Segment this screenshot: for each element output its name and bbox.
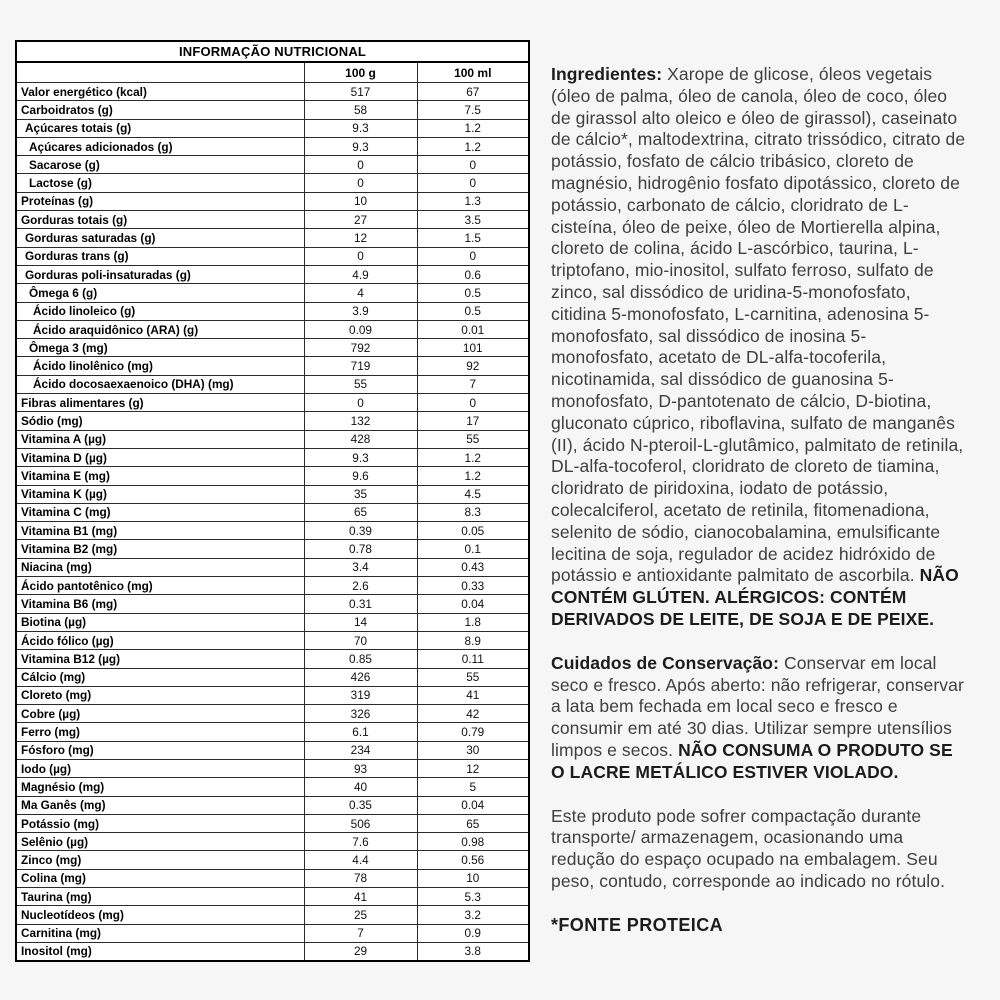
table-row [16, 156, 529, 174]
row-label: Magnésio (mg) [16, 778, 304, 796]
table-row [16, 668, 529, 686]
value-100g: 132 [304, 412, 417, 430]
value-100g: 55 [304, 375, 417, 393]
value-100ml: 0.1 [417, 540, 529, 558]
value-100ml: 1.2 [417, 448, 529, 466]
protein-source-footnote: *FONTE PROTEICA [551, 914, 724, 935]
value-100g: 78 [304, 869, 417, 887]
table-row [16, 448, 529, 466]
value-100ml: 1.8 [417, 613, 529, 631]
value-100g: 40 [304, 778, 417, 796]
row-label: Ma Ganês (mg) [16, 796, 304, 814]
value-100g: 7 [304, 924, 417, 942]
value-100ml: 4.5 [417, 485, 529, 503]
value-100ml: 7.5 [417, 101, 529, 119]
value-100ml: 0 [417, 394, 529, 412]
table-row [16, 174, 529, 192]
value-100g: 517 [304, 83, 417, 101]
row-label: Proteínas (g) [16, 192, 304, 210]
row-label: Vitamina B6 (mg) [16, 595, 304, 613]
value-100ml: 65 [417, 814, 529, 832]
value-100ml: 42 [417, 705, 529, 723]
value-100g: 319 [304, 686, 417, 704]
row-label: Vitamina B2 (mg) [16, 540, 304, 558]
table-row [16, 595, 529, 613]
row-label: Fósforo (mg) [16, 741, 304, 759]
table-row [16, 375, 529, 393]
row-label: Cobre (µg) [16, 705, 304, 723]
value-100ml: 41 [417, 686, 529, 704]
row-label: Vitamina C (mg) [16, 503, 304, 521]
value-100ml: 0.79 [417, 723, 529, 741]
row-label: Carnitina (mg) [16, 924, 304, 942]
value-100g: 7.6 [304, 833, 417, 851]
row-label: Sacarose (g) [16, 156, 304, 174]
value-100ml: 30 [417, 741, 529, 759]
table-row [16, 906, 529, 924]
care-paragraph [551, 653, 966, 784]
table-row [16, 192, 529, 210]
table-row [16, 869, 529, 887]
value-100ml: 55 [417, 430, 529, 448]
value-100g: 0.31 [304, 595, 417, 613]
value-100g: 0 [304, 394, 417, 412]
value-100ml: 3.5 [417, 211, 529, 229]
row-label: Selênio (µg) [16, 833, 304, 851]
table-row [16, 650, 529, 668]
row-label: Fibras alimentares (g) [16, 394, 304, 412]
row-label: Ômega 6 (g) [16, 284, 304, 302]
row-label: Biotina (µg) [16, 613, 304, 631]
value-100ml: 55 [417, 668, 529, 686]
value-100ml: 12 [417, 759, 529, 777]
row-label: Vitamina B12 (µg) [16, 650, 304, 668]
col-header-100ml: 100 ml [417, 62, 529, 83]
row-label: Cálcio (mg) [16, 668, 304, 686]
value-100g: 9.3 [304, 137, 417, 155]
table-row [16, 412, 529, 430]
table-row [16, 888, 529, 906]
nutrition-table [15, 40, 530, 962]
table-row [16, 320, 529, 338]
value-100g: 9.3 [304, 448, 417, 466]
value-100ml: 3.8 [417, 942, 529, 960]
row-label: Vitamina K (µg) [16, 485, 304, 503]
value-100ml: 0.01 [417, 320, 529, 338]
ingredients-text: Xarope de glicose, óleos vegetais (óleo de palma, óleo de canola, óleo de coco, óleo de girassol alto oleico e óleo de girassol), caseinato de cálcio*, maltodextrina, citrato trissódico, citrato de potássio, fosfato de cálcio tribásico, cloreto de magnésio, hidrogênio fosfato dipotássico, cloreto de potássio, carbonato de cálcio, cloridrato de L-cisteína, óleo de peixe, óleo de Mortierella alpina, cloreto de colina, ácido L-ascórbico, taurina, L-triptofano, mio-inositol, sulfato ferroso, sulfato de zinco, sal dissódico de uridina-5-monofosfato, citidina 5-monofosfato, L-carnitina, adenosina 5-monofosfato, sal dissódico de inosina 5-monofosfato, acetato de DL-alfa-tocoferila, nicotinamida, sal dissódico de guanosina 5-monofosfato, D-pantotenato de cálcio, D-biotina, gluconato cúprico, riboflavina, sulfato de manganês (II), ácido N-pteroil-L-glutâmico, palmitato de retinila, DL-alfa-tocoferol, cloridrato de cloreto de tiamina, cloridrato de piridoxina, iodato de potássio, colecalciferol, acetato de retinila, fitomenadiona, selenito de sódio, cianocobalamina, emulsificante lecitina de soja, regulador de acidez hidróxido de potássio e antioxidante palmitato de ascorbila. [551, 64, 966, 586]
table-row [16, 339, 529, 357]
table-row [16, 577, 529, 595]
value-100g: 9.6 [304, 467, 417, 485]
row-label: Inositol (mg) [16, 942, 304, 960]
value-100ml: 3.2 [417, 906, 529, 924]
table-row [16, 741, 529, 759]
units-empty-cell [16, 62, 304, 83]
compaction-note: Este produto pode sofrer compactação durante transporte/ armazenagem, ocasionando uma redução do espaço ocupado na embalagem. Seu peso, contudo, corresponde ao indicado no rótulo. [551, 805, 946, 891]
value-100ml: 0.04 [417, 796, 529, 814]
value-100g: 9.3 [304, 119, 417, 137]
row-label: Zinco (mg) [16, 851, 304, 869]
value-100ml: 0.56 [417, 851, 529, 869]
value-100g: 29 [304, 942, 417, 960]
row-label: Ácido linolênico (mg) [16, 357, 304, 375]
row-label: Iodo (µg) [16, 759, 304, 777]
value-100g: 0.35 [304, 796, 417, 814]
table-row [16, 778, 529, 796]
value-100g: 2.6 [304, 577, 417, 595]
table-row [16, 302, 529, 320]
table-row [16, 723, 529, 741]
value-100g: 719 [304, 357, 417, 375]
value-100ml: 0 [417, 247, 529, 265]
value-100g: 10 [304, 192, 417, 210]
value-100ml: 5.3 [417, 888, 529, 906]
col-header-100g: 100 g [304, 62, 417, 83]
table-row [16, 796, 529, 814]
row-label: Ácido pantotênico (mg) [16, 577, 304, 595]
allergen-statement: NÃO CONTÉM GLÚTEN. ALÉRGICOS: CONTÉM DERIVADOS DE LEITE, DE SOJA E DE PEIXE. [551, 565, 959, 629]
table-row [16, 924, 529, 942]
row-label: Valor energético (kcal) [16, 83, 304, 101]
value-100g: 0.85 [304, 650, 417, 668]
care-heading: Cuidados de Conservação: [551, 652, 780, 673]
table-row [16, 119, 529, 137]
value-100g: 93 [304, 759, 417, 777]
table-row [16, 851, 529, 869]
row-label: Vitamina A (µg) [16, 430, 304, 448]
row-label: Vitamina B1 (mg) [16, 522, 304, 540]
value-100ml: 0.43 [417, 558, 529, 576]
value-100ml: 0.5 [417, 284, 529, 302]
value-100g: 65 [304, 503, 417, 521]
value-100g: 6.1 [304, 723, 417, 741]
value-100g: 3.9 [304, 302, 417, 320]
table-row [16, 394, 529, 412]
value-100ml: 17 [417, 412, 529, 430]
value-100ml: 0 [417, 174, 529, 192]
value-100g: 4.4 [304, 851, 417, 869]
table-title-row [16, 41, 529, 62]
care-text: Conservar em local seco e fresco. Após aberto: não refrigerar, conservar a lata bem fechada em local seco e fresco e consumir em até 30 dias. Utilizar sempre utensílios limpos e secos. [551, 652, 964, 760]
table-row [16, 211, 529, 229]
table-row [16, 705, 529, 723]
value-100g: 0 [304, 174, 417, 192]
value-100ml: 7 [417, 375, 529, 393]
row-label: Nucleotídeos (mg) [16, 906, 304, 924]
value-100g: 234 [304, 741, 417, 759]
table-row [16, 558, 529, 576]
table-row [16, 503, 529, 521]
nutrition-table-body [16, 83, 529, 961]
table-row [16, 613, 529, 631]
value-100ml: 92 [417, 357, 529, 375]
value-100ml: 5 [417, 778, 529, 796]
value-100ml: 1.5 [417, 229, 529, 247]
row-label: Colina (mg) [16, 869, 304, 887]
value-100ml: 101 [417, 339, 529, 357]
table-row [16, 430, 529, 448]
value-100g: 70 [304, 631, 417, 649]
row-label: Taurina (mg) [16, 888, 304, 906]
value-100g: 4.9 [304, 265, 417, 283]
row-label: Ômega 3 (mg) [16, 339, 304, 357]
value-100ml: 0.6 [417, 265, 529, 283]
table-row [16, 522, 529, 540]
table-row [16, 101, 529, 119]
value-100ml: 0.04 [417, 595, 529, 613]
table-row [16, 467, 529, 485]
value-100g: 27 [304, 211, 417, 229]
value-100g: 0.78 [304, 540, 417, 558]
row-label: Gorduras saturadas (g) [16, 229, 304, 247]
row-label: Gorduras totais (g) [16, 211, 304, 229]
table-row [16, 265, 529, 283]
value-100g: 428 [304, 430, 417, 448]
value-100g: 14 [304, 613, 417, 631]
row-label: Ácido fólico (µg) [16, 631, 304, 649]
table-row [16, 540, 529, 558]
row-label: Vitamina E (mg) [16, 467, 304, 485]
table-row [16, 631, 529, 649]
row-label: Potássio (mg) [16, 814, 304, 832]
row-label: Ferro (mg) [16, 723, 304, 741]
value-100ml: 0 [417, 156, 529, 174]
table-row [16, 833, 529, 851]
value-100g: 0 [304, 247, 417, 265]
table-row [16, 83, 529, 101]
row-label: Carboidratos (g) [16, 101, 304, 119]
value-100g: 326 [304, 705, 417, 723]
table-row [16, 814, 529, 832]
row-label: Ácido araquidônico (ARA) (g) [16, 320, 304, 338]
table-title: INFORMAÇÃO NUTRICIONAL [16, 41, 529, 62]
value-100g: 506 [304, 814, 417, 832]
value-100g: 3.4 [304, 558, 417, 576]
value-100ml: 0.33 [417, 577, 529, 595]
value-100g: 0.39 [304, 522, 417, 540]
row-label: Niacina (mg) [16, 558, 304, 576]
row-label: Ácido linoleico (g) [16, 302, 304, 320]
value-100ml: 1.3 [417, 192, 529, 210]
value-100ml: 0.05 [417, 522, 529, 540]
table-row [16, 485, 529, 503]
row-label: Gorduras trans (g) [16, 247, 304, 265]
value-100g: 58 [304, 101, 417, 119]
care-warning: NÃO CONSUMA O PRODUTO SE O LACRE METÁLICO ESTIVER VIOLADO. [551, 739, 953, 782]
table-row [16, 137, 529, 155]
table-units-row [16, 62, 529, 83]
value-100ml: 8.9 [417, 631, 529, 649]
row-label: Sódio (mg) [16, 412, 304, 430]
value-100ml: 0.9 [417, 924, 529, 942]
value-100ml: 1.2 [417, 137, 529, 155]
table-row [16, 357, 529, 375]
row-label: Lactose (g) [16, 174, 304, 192]
value-100ml: 10 [417, 869, 529, 887]
row-label: Gorduras poli-insaturadas (g) [16, 265, 304, 283]
table-row [16, 686, 529, 704]
label-text-column [551, 64, 966, 958]
value-100g: 35 [304, 485, 417, 503]
value-100ml: 8.3 [417, 503, 529, 521]
row-label: Açúcares adicionados (g) [16, 137, 304, 155]
table-row [16, 247, 529, 265]
value-100ml: 0.5 [417, 302, 529, 320]
value-100ml: 0.98 [417, 833, 529, 851]
value-100ml: 0.11 [417, 650, 529, 668]
value-100g: 426 [304, 668, 417, 686]
value-100ml: 67 [417, 83, 529, 101]
value-100ml: 1.2 [417, 119, 529, 137]
table-row [16, 229, 529, 247]
table-row [16, 284, 529, 302]
value-100g: 792 [304, 339, 417, 357]
ingredients-paragraph [551, 64, 966, 631]
value-100g: 0.09 [304, 320, 417, 338]
value-100ml: 1.2 [417, 467, 529, 485]
value-100g: 25 [304, 906, 417, 924]
table-row [16, 942, 529, 960]
ingredients-heading: Ingredientes: [551, 64, 663, 84]
table-row [16, 759, 529, 777]
value-100g: 12 [304, 229, 417, 247]
value-100g: 41 [304, 888, 417, 906]
row-label: Vitamina D (µg) [16, 448, 304, 466]
value-100g: 0 [304, 156, 417, 174]
row-label: Cloreto (mg) [16, 686, 304, 704]
value-100g: 4 [304, 284, 417, 302]
row-label: Açúcares totais (g) [16, 119, 304, 137]
row-label: Ácido docosaexaenoico (DHA) (mg) [16, 375, 304, 393]
